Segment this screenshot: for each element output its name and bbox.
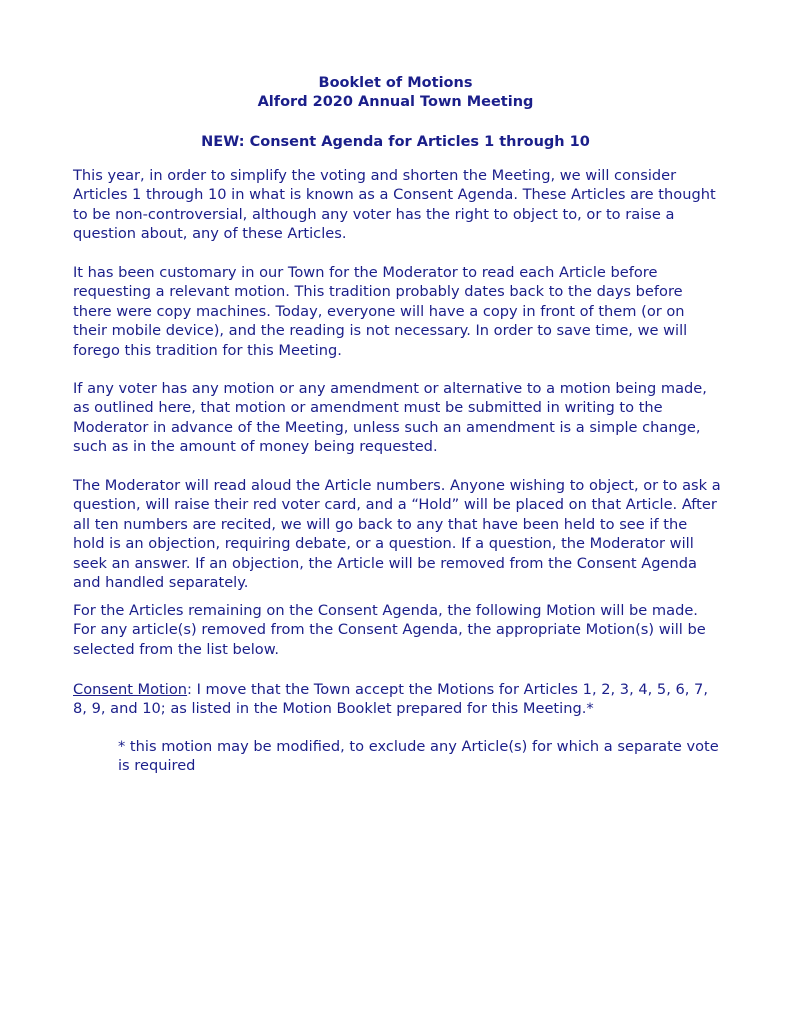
footnote: * this motion may be modified, to exclude any Article(s) for which a separate vote is required [118, 738, 719, 775]
title-line-meeting: Alford 2020 Annual Town Meeting [257, 94, 534, 110]
consent-motion-paragraph [73, 680, 723, 719]
paragraph-intro: This year, in order to simplify the voting and shorten the Meeting, we will consider Articles 1 through 10 in what is known as a Consent Agenda. These Articles are thought to be non-controversial, although any voter has the right to object to, or to raise a question about, any of these Articles. [73, 167, 716, 243]
paragraph-amendments: If any voter has any motion or any amendment or alternative to a motion being made, as outlined here, that motion or amendment must be submitted in writing to the Moderator in advance of the Meeting, unless such an amendment is a simple change, such as in the amount of money being requested. [73, 380, 707, 456]
paragraph-remaining-articles: For the Articles remaining on the Consent Agenda, the following Motion will be made. For any article(s) removed from the Consent Agenda, the appropriate Motion(s) will be selected from the list below. [73, 602, 706, 658]
consent-motion-label: Consent Motion [73, 681, 188, 698]
title-line-booklet: Booklet of Motions [318, 75, 473, 91]
paragraph-hold-procedure: The Moderator will read aloud the Article numbers. Anyone wishing to object, or to ask a question, will raise their red voter card, and a “Hold” will be placed on that Article. After all ten numbers are recited, we will go back to any that have been held to see if the hold is an objection, requiring debate, or a question. If a question, the Moderator will seek an answer. If an objection, the Article will be removed from the Consent Agenda and handled separately. [73, 477, 721, 592]
paragraph-reading-tradition: It has been customary in our Town for the Moderator to read each Article before requesting a relevant motion. This tradition probably dates back to the days before there were copy machines. Today, everyone will have a copy in front of them (or on their mobile device), and the reading is not necessary. In order to save time, we will forego this tradition for this Meeting. [73, 264, 688, 359]
consent-motion-text: : I move that the Town accept the Motions for Articles 1, 2, 3, 4, 5, 6, 7, 8, 9, and 10; as listed in the Motion Booklet prepared for this Meeting.* [73, 681, 708, 718]
section-heading: NEW: Consent Agenda for Articles 1 through 10 [201, 134, 590, 150]
document-title [0, 74, 791, 112]
